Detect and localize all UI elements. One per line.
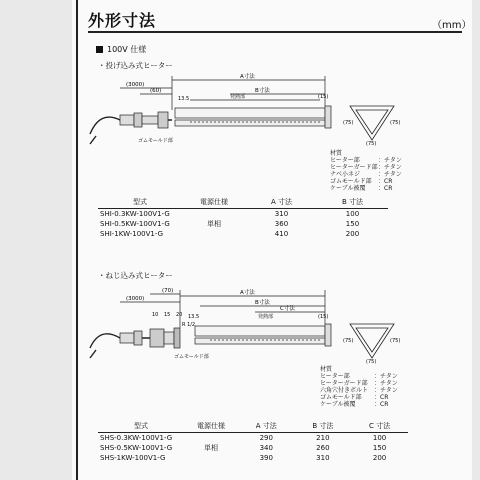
h2-dim-a: A寸法 — [240, 290, 255, 296]
column-header: B 寸法 — [317, 196, 388, 209]
h2-dim-13-5: 13.5 — [188, 314, 200, 320]
title-rule — [88, 31, 462, 33]
heater2-materials — [320, 366, 398, 408]
h1-dim-cable: (3000) — [126, 82, 145, 88]
cell-b: 210 — [316, 434, 330, 442]
cell-model: SHS-0.3KW-100V1-G — [100, 434, 173, 442]
table-header-row — [98, 196, 388, 209]
column-header: 型式 — [98, 420, 184, 433]
heater1-heading: ・投げ込み式ヒーター — [98, 61, 173, 70]
h2-dim-r12: R 1/2 — [182, 322, 196, 328]
cell-a: 360 — [274, 220, 289, 228]
material-value: ：チタン — [378, 157, 402, 164]
column-header: 電源仕様 — [182, 196, 246, 209]
material-part: ゴムモールド部 — [320, 394, 362, 401]
cell-a: 390 — [259, 454, 273, 462]
cell-model: SHS-0.5KW-100V1-G — [100, 444, 173, 452]
h2-dim-b: B寸法 — [255, 300, 270, 306]
heater2-cross-section — [340, 314, 404, 364]
section-heading — [96, 44, 146, 55]
cell-b: 100 — [345, 210, 360, 218]
table-row — [98, 433, 408, 444]
h1-dim-60: (60) — [150, 88, 162, 94]
heater1-drawing — [80, 70, 350, 150]
material-part: ヒーター部 — [330, 157, 360, 164]
material-part: ケーブル被覆 — [320, 401, 356, 408]
table-header-row — [98, 420, 408, 433]
h2-dim-70: (70) — [162, 288, 174, 294]
h1-label-rubber: ゴムモールド部 — [138, 138, 173, 144]
table-row — [98, 443, 408, 453]
h2-dim-15b: 15 — [164, 312, 171, 318]
heater2-heading: ・ねじ込み式ヒーター — [98, 271, 173, 280]
heater2-drawing — [80, 282, 350, 364]
cell-a: 290 — [259, 434, 273, 442]
cell-model: SHI-0.3KW-100V1-G — [100, 210, 170, 218]
h1-dim-heat: 発熱部 — [230, 94, 246, 100]
column-header: B 寸法 — [295, 420, 352, 433]
cell-c: 100 — [372, 434, 387, 442]
material-value: ：CR — [378, 178, 393, 185]
h2-label-rubber: ゴムモールド部 — [174, 354, 209, 360]
material-value: ：チタン — [374, 373, 398, 380]
cell-b: 260 — [316, 444, 330, 452]
column-header: 型式 — [98, 196, 182, 209]
h1-cross-bottom: (75) — [366, 141, 377, 146]
h2-dim-cable: (3000) — [126, 296, 145, 302]
column-header: A 寸法 — [238, 420, 295, 433]
margin-rule — [76, 0, 78, 480]
h2-dim-c: C寸法 — [280, 306, 295, 312]
material-part: ヒーターガード部 — [330, 164, 378, 171]
page-title: 外形寸法 — [88, 11, 157, 30]
table-row — [98, 209, 388, 220]
cell-c: 150 — [372, 444, 387, 452]
material-value: ：チタン — [378, 171, 402, 178]
cell-power: 単相 — [204, 444, 218, 452]
material-value: ：チタン — [374, 387, 398, 394]
cell-b: 200 — [345, 230, 360, 238]
h1-cross-right: (75) — [390, 120, 401, 126]
h2-dim-heat: 発熱部 — [258, 314, 274, 320]
h2-cross-right: (75) — [390, 338, 401, 344]
table-row — [98, 453, 408, 463]
heater2-spec-table — [98, 420, 408, 463]
h1-dim-a: A寸法 — [240, 74, 255, 80]
column-header: A 寸法 — [246, 196, 317, 209]
materials-title: 材質 — [330, 150, 343, 157]
material-value: ：チタン — [374, 380, 398, 387]
h2-dim-10: 10 — [152, 312, 159, 318]
material-value: ：チタン — [378, 164, 402, 171]
cell-a: 340 — [259, 444, 273, 452]
heater1-spec-table — [98, 196, 388, 239]
material-value: ：CR — [378, 185, 393, 192]
h1-cross-left: (75) — [343, 120, 354, 126]
cell-c: 200 — [372, 454, 387, 462]
cell-power: 単相 — [207, 220, 221, 228]
cell-a: 310 — [274, 210, 289, 218]
h1-dim-b: B寸法 — [255, 88, 270, 94]
unit-label: （mm） — [432, 20, 472, 31]
h2-dim-15: (15) — [318, 314, 329, 320]
section-label: 100V 仕様 — [107, 45, 147, 54]
cell-model: SHI-0.5KW-100V1-G — [100, 220, 170, 228]
material-part: 六角穴付きボルト — [320, 387, 369, 394]
material-value: ：CR — [374, 394, 389, 401]
materials-title: 材質 — [320, 366, 333, 373]
heater1-cross-section — [340, 96, 404, 146]
column-header: C 寸法 — [351, 420, 408, 433]
cell-model: SHI-1KW-100V1-G — [100, 230, 164, 238]
h1-dim-13-5: 13.5 — [178, 96, 190, 102]
square-bullet-icon — [96, 46, 103, 53]
material-value: ：CR — [374, 401, 389, 408]
material-part: ゴムモールド部 — [330, 178, 372, 185]
cell-b: 310 — [316, 454, 330, 462]
heater1-materials — [330, 150, 402, 192]
material-part: ナベ小ネジ — [330, 171, 361, 178]
cell-a: 410 — [274, 230, 289, 238]
cell-b: 150 — [345, 220, 360, 228]
h2-dim-20: 20 — [176, 312, 183, 318]
h2-cross-left: (75) — [343, 338, 354, 344]
cell-model: SHS-1KW-100V1-G — [100, 454, 166, 462]
material-part: ヒーター部 — [320, 373, 350, 380]
material-part: ケーブル被覆 — [330, 185, 366, 192]
h1-dim-15: (15) — [318, 94, 329, 100]
column-header: 電源仕様 — [184, 420, 238, 433]
material-part: ヒーターガード部 — [320, 380, 368, 387]
h2-cross-bottom: (75) — [366, 359, 377, 364]
